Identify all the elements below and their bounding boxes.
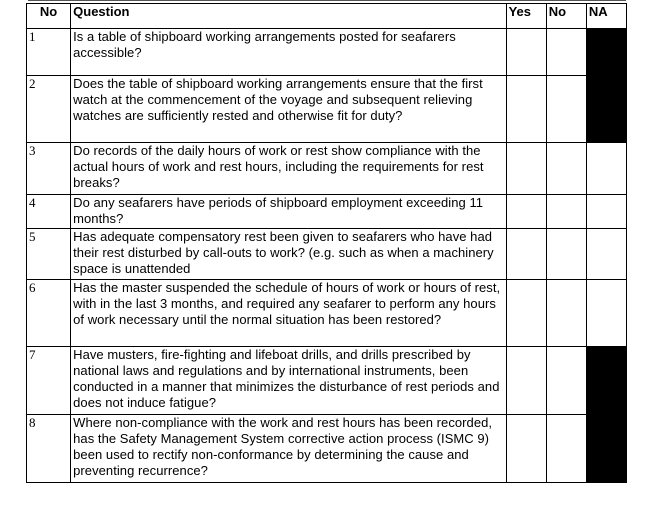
header-question: Question [71, 4, 506, 29]
yes-cell[interactable] [506, 280, 546, 347]
top-rule [28, 0, 626, 1]
yes-cell[interactable] [506, 76, 546, 143]
checklist-table [26, 3, 627, 483]
na-cell[interactable] [586, 195, 626, 229]
question-text: Do records of the daily hours of work or rest show compliance with the actual hours of work and rest hours, including the requirements for rest breaks? [71, 143, 506, 195]
no-cell[interactable] [546, 76, 586, 143]
row-number: 5 [27, 229, 71, 280]
question-text: Is a table of shipboard working arrangements posted for seafarers accessible? [71, 29, 506, 76]
table-row [27, 76, 627, 143]
question-text: Has adequate compensatory rest been given to seafarers who have had their rest disturbed by call-outs to work? (e.g. such as when a machinery space is unattended [71, 229, 506, 280]
row-number: 1 [27, 29, 71, 76]
table-row [27, 229, 627, 280]
yes-cell[interactable] [506, 347, 546, 415]
question-text: Do any seafarers have periods of shipboard employment exceeding 11 months? [71, 195, 506, 229]
question-text: Where non-compliance with the work and rest hours has been recorded, has the Safety Management System corrective action process (ISMC 9) been used to rectify non-conformance by determining the cause and preventing recurrence? [71, 415, 506, 483]
table-row [27, 280, 627, 347]
na-cell[interactable] [586, 229, 626, 280]
question-text: Has the master suspended the schedule of hours of work or hours of rest, with in the last 3 months, and required any seafarer to perform any hours of work necessary until the normal situation has been restored? [71, 280, 506, 347]
yes-cell[interactable] [506, 29, 546, 76]
row-number: 2 [27, 76, 71, 143]
na-cell-blacked [586, 347, 626, 415]
row-number: 4 [27, 195, 71, 229]
no-cell[interactable] [546, 29, 586, 76]
no-cell[interactable] [546, 347, 586, 415]
no-cell[interactable] [546, 143, 586, 195]
table-row [27, 29, 627, 76]
table-row [27, 415, 627, 483]
row-number: 6 [27, 280, 71, 347]
header-no-answer: No [546, 4, 586, 29]
yes-cell[interactable] [506, 229, 546, 280]
na-cell[interactable] [586, 143, 626, 195]
na-cell-blacked [586, 76, 626, 143]
header-yes: Yes [506, 4, 546, 29]
question-text: Does the table of shipboard working arrangements ensure that the first watch at the commencement of the voyage and subsequent relieving watches are sufficiently rested and otherwise fit for duty? [71, 76, 506, 143]
na-cell[interactable] [586, 280, 626, 347]
yes-cell[interactable] [506, 195, 546, 229]
header-na: NA [586, 4, 626, 29]
table-row [27, 143, 627, 195]
row-number: 7 [27, 347, 71, 415]
question-text: Have musters, fire-fighting and lifeboat drills, and drills prescribed by national laws and regulations and by international instruments, been conducted in a manner that minimizes the disturbance of rest periods and does not induce fatigue? [71, 347, 506, 415]
na-cell-blacked [586, 415, 626, 483]
header-no: No [27, 4, 71, 29]
table-row [27, 347, 627, 415]
no-cell[interactable] [546, 229, 586, 280]
header-row [27, 4, 627, 29]
no-cell[interactable] [546, 195, 586, 229]
row-number: 8 [27, 415, 71, 483]
table-row [27, 195, 627, 229]
no-cell[interactable] [546, 280, 586, 347]
yes-cell[interactable] [506, 415, 546, 483]
yes-cell[interactable] [506, 143, 546, 195]
no-cell[interactable] [546, 415, 586, 483]
row-number: 3 [27, 143, 71, 195]
na-cell-blacked [586, 29, 626, 76]
